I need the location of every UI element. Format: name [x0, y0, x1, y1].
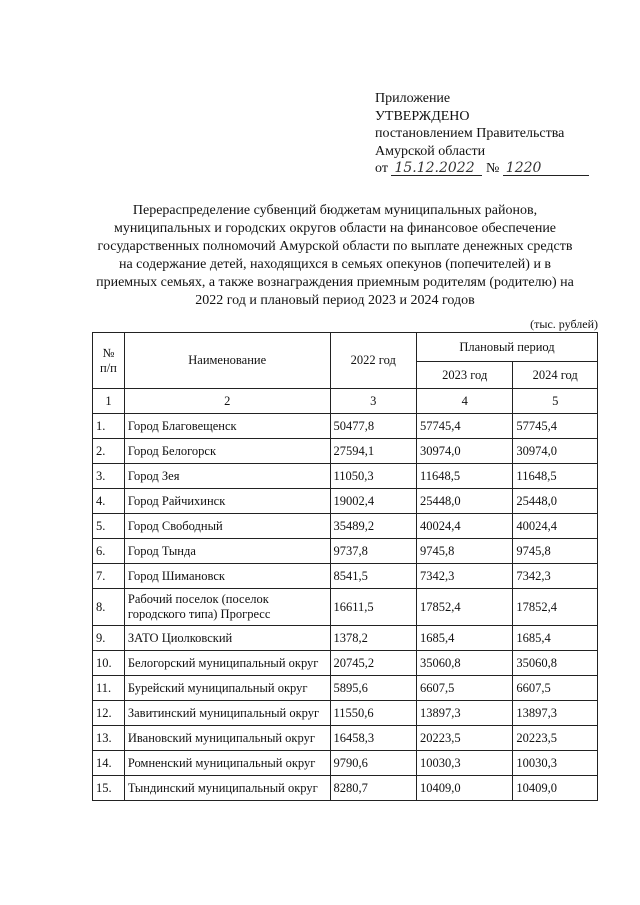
row-value-2022: 5895,6: [330, 676, 417, 701]
row-value-2022: 9790,6: [330, 751, 417, 776]
row-value-2023: 17852,4: [417, 589, 513, 626]
row-value-2023: 57745,4: [417, 414, 513, 439]
row-value-2023: 1685,4: [417, 626, 513, 651]
approval-line-region: Амурской области: [375, 143, 486, 159]
table-row: [93, 489, 598, 514]
row-value-2024: 17852,4: [513, 589, 598, 626]
approval-line-approved: УТВЕРЖДЕНО: [375, 108, 470, 124]
table-row: [93, 751, 598, 776]
row-value-2023: 13897,3: [417, 701, 513, 726]
unit-label: (тыс. рублей): [530, 317, 598, 331]
row-value-2024: 30974,0: [513, 439, 598, 464]
row-value-2022: 1378,2: [330, 626, 417, 651]
row-value-2024: 11648,5: [513, 464, 598, 489]
row-name: ЗАТО Циолковский: [124, 626, 330, 651]
table-row: [93, 626, 598, 651]
col-number: 2: [124, 389, 330, 414]
header-plan-period: Плановый период: [417, 333, 598, 362]
table-row: [93, 464, 598, 489]
table-row: [93, 539, 598, 564]
table-row: [93, 726, 598, 751]
row-name: Рабочий поселок (поселок городского типа) Прогресс: [124, 589, 330, 626]
approval-date-line: [375, 160, 615, 178]
row-name: Ромненский муниципальный округ: [124, 751, 330, 776]
row-value-2022: 19002,4: [330, 489, 417, 514]
row-value-2024: 7342,3: [513, 564, 598, 589]
row-value-2023: 11648,5: [417, 464, 513, 489]
row-value-2022: 50477,8: [330, 414, 417, 439]
row-value-2024: 35060,8: [513, 651, 598, 676]
row-value-2023: 40024,4: [417, 514, 513, 539]
header-name: Наименование: [124, 333, 330, 389]
row-value-2023: 10030,3: [417, 751, 513, 776]
row-value-2024: 13897,3: [513, 701, 598, 726]
row-number: 3.: [93, 464, 125, 489]
row-value-2023: 35060,8: [417, 651, 513, 676]
table-row: [93, 589, 598, 626]
row-value-2024: 6607,5: [513, 676, 598, 701]
row-value-2023: 30974,0: [417, 439, 513, 464]
row-number: 11.: [93, 676, 125, 701]
approval-line-resolution: постановлением Правительства: [375, 126, 565, 141]
row-name: Город Свободный: [124, 514, 330, 539]
row-value-2024: 9745,8: [513, 539, 598, 564]
row-name: Ивановский муниципальный округ: [124, 726, 330, 751]
row-value-2022: 16611,5: [330, 589, 417, 626]
table-row: [93, 514, 598, 539]
row-value-2023: 9745,8: [417, 539, 513, 564]
row-value-2024: 25448,0: [513, 489, 598, 514]
row-number: 7.: [93, 564, 125, 589]
row-name: Завитинский муниципальный округ: [124, 701, 330, 726]
col-number: 1: [93, 389, 125, 414]
col-number: 4: [417, 389, 513, 414]
col-number: 5: [513, 389, 598, 414]
handwritten-number: 1220: [503, 161, 589, 176]
row-number: 9.: [93, 626, 125, 651]
row-value-2024: 10409,0: [513, 776, 598, 801]
row-number: 2.: [93, 439, 125, 464]
from-label: от: [375, 161, 388, 176]
row-number: 12.: [93, 701, 125, 726]
row-value-2024: 10030,3: [513, 751, 598, 776]
row-value-2022: 8541,5: [330, 564, 417, 589]
row-name: Город Зея: [124, 464, 330, 489]
row-value-2023: 20223,5: [417, 726, 513, 751]
document-title: Перераспределение субвенций бюджетам муниципальных районов, муниципальных и городских округов области на финансовое обеспечение государственных полномочий Амурской области по выплате денежных средств на содержание детей, находящихся в семьях опекунов (попечителей) и в приемных семьях, а также вознаграждения приемным родителям (родителю) на 2022 год и плановый период 2023 и 2024 годов: [96, 203, 574, 308]
row-value-2024: 1685,4: [513, 626, 598, 651]
row-name: Город Тында: [124, 539, 330, 564]
table-body: [93, 414, 598, 801]
header-num: № п/п: [93, 333, 125, 389]
row-value-2023: 10409,0: [417, 776, 513, 801]
table-row: [93, 676, 598, 701]
approval-line-appendix: Приложение: [375, 91, 451, 106]
row-value-2022: 35489,2: [330, 514, 417, 539]
table-row: [93, 439, 598, 464]
row-number: 6.: [93, 539, 125, 564]
header-2024: 2024 год: [513, 362, 598, 389]
row-number: 5.: [93, 514, 125, 539]
row-name: Бурейский муниципальный округ: [124, 676, 330, 701]
column-number-row: [93, 389, 598, 414]
row-value-2023: 7342,3: [417, 564, 513, 589]
table-row: [93, 651, 598, 676]
row-value-2023: 25448,0: [417, 489, 513, 514]
row-value-2024: 57745,4: [513, 414, 598, 439]
row-value-2022: 20745,2: [330, 651, 417, 676]
table-row: [93, 414, 598, 439]
row-value-2022: 27594,1: [330, 439, 417, 464]
col-number: 3: [330, 389, 417, 414]
row-value-2023: 6607,5: [417, 676, 513, 701]
row-value-2022: 11550,6: [330, 701, 417, 726]
row-name: Город Белогорск: [124, 439, 330, 464]
row-number: 14.: [93, 751, 125, 776]
row-value-2024: 40024,4: [513, 514, 598, 539]
row-name: Город Благовещенск: [124, 414, 330, 439]
row-number: 4.: [93, 489, 125, 514]
number-label: №: [485, 161, 500, 176]
row-value-2022: 8280,7: [330, 776, 417, 801]
row-number: 15.: [93, 776, 125, 801]
row-value-2022: 11050,3: [330, 464, 417, 489]
row-number: 13.: [93, 726, 125, 751]
header-2022: 2022 год: [330, 333, 417, 389]
handwritten-date: 15.12.2022: [391, 161, 482, 176]
row-number: 8.: [93, 589, 125, 626]
row-number: 10.: [93, 651, 125, 676]
table-header-row: [93, 333, 598, 362]
row-name: Город Шимановск: [124, 564, 330, 589]
subvention-table: [92, 332, 598, 801]
row-value-2022: 16458,3: [330, 726, 417, 751]
row-number: 1.: [93, 414, 125, 439]
approval-block: [375, 90, 615, 178]
row-value-2024: 20223,5: [513, 726, 598, 751]
row-name: Белогорский муниципальный округ: [124, 651, 330, 676]
row-name: Город Райчихинск: [124, 489, 330, 514]
row-value-2022: 9737,8: [330, 539, 417, 564]
table-row: [93, 776, 598, 801]
table-row: [93, 564, 598, 589]
row-name: Тындинский муниципальный округ: [124, 776, 330, 801]
table-row: [93, 701, 598, 726]
header-2023: 2023 год: [417, 362, 513, 389]
